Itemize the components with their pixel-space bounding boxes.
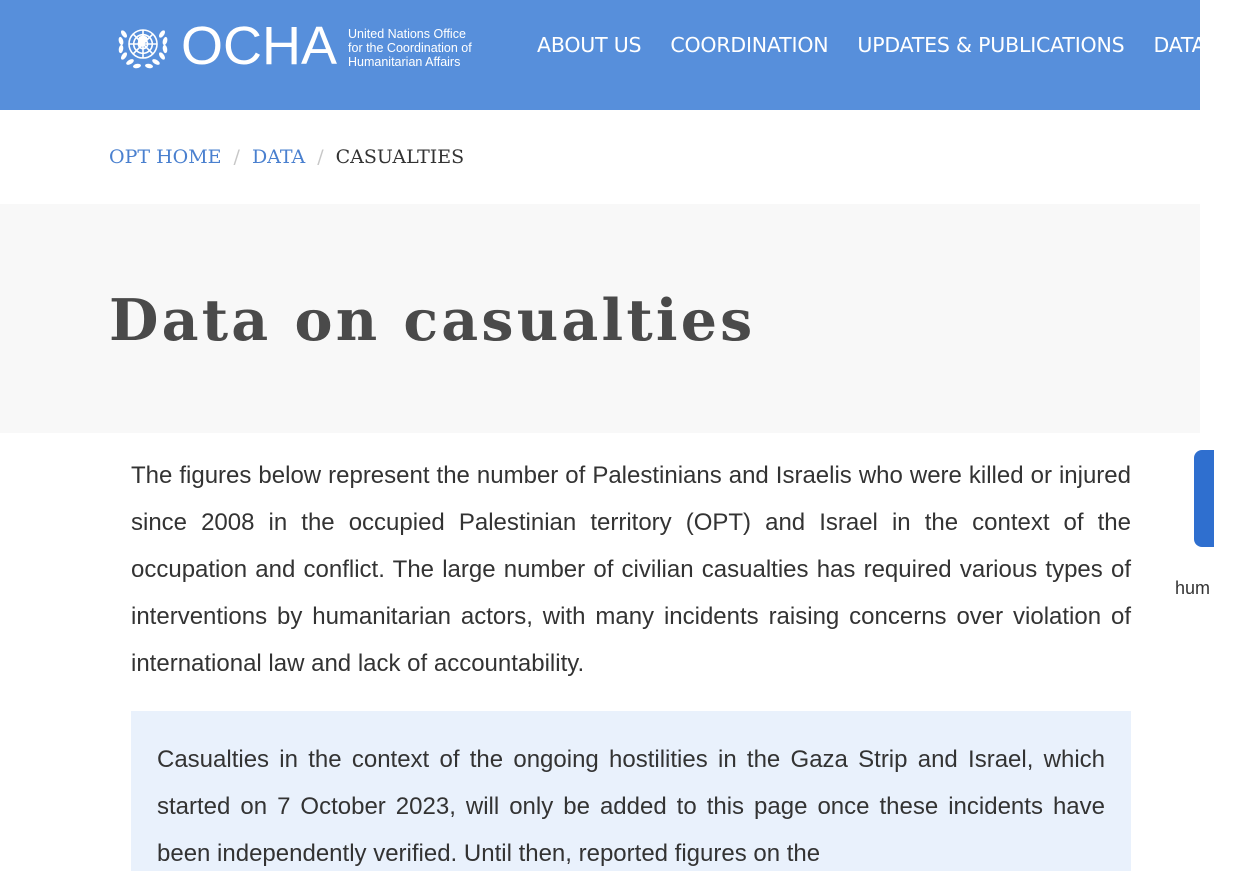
breadcrumb-separator: / xyxy=(233,146,240,168)
ocha-logo-link[interactable] xyxy=(113,18,488,74)
notice-text: Casualties in the context of the ongoing hostilities in the Gaza Strip and Israel, which started on 7 October 2023, will only be added to this page once these incidents have been independently verified. Until then, reported figures on the xyxy=(157,746,1105,867)
tagline-line: United Nations Office xyxy=(348,26,466,41)
breadcrumb-separator: / xyxy=(317,146,324,168)
nav-item-about-us[interactable]: ABOUT US xyxy=(537,33,642,57)
main-nav xyxy=(537,30,1234,60)
page-title: Data on casualties xyxy=(109,287,756,354)
nav-item-coordination[interactable]: COORDINATION xyxy=(670,33,829,57)
nav-item-updates-publications[interactable]: UPDATES & PUBLICATIONS xyxy=(857,33,1125,57)
tagline-line: Humanitarian Affairs xyxy=(348,54,461,69)
tagline-line: for the Coordination of xyxy=(348,40,472,55)
breadcrumb-current: CASUALTIES xyxy=(335,146,465,168)
intro-paragraph: The figures below represent the number of Palestinians and Israelis who were killed or injured since 2008 in the occupied Palestinian territory (OPT) and Israel in the context of the occupation and conflict. The large number of civilian casualties has required various types of interventions by humanitarian actors, with many incidents raising concerns over violation of international law and lack of accountability. xyxy=(131,462,1131,677)
nav-item-data[interactable]: DATA xyxy=(1153,33,1206,57)
breadcrumb xyxy=(109,144,464,170)
side-panel-tab[interactable] xyxy=(1194,450,1214,547)
notice-box xyxy=(131,711,1131,871)
brand-wordmark: OCHA xyxy=(181,16,338,76)
side-panel-label: hum xyxy=(1175,578,1211,598)
site-header xyxy=(0,0,1206,110)
breadcrumb-link-opt-home[interactable]: OPT HOME xyxy=(109,146,222,168)
brand-tagline xyxy=(348,24,488,69)
breadcrumb-link-data[interactable]: DATA xyxy=(251,146,306,168)
un-emblem-icon xyxy=(113,18,173,74)
